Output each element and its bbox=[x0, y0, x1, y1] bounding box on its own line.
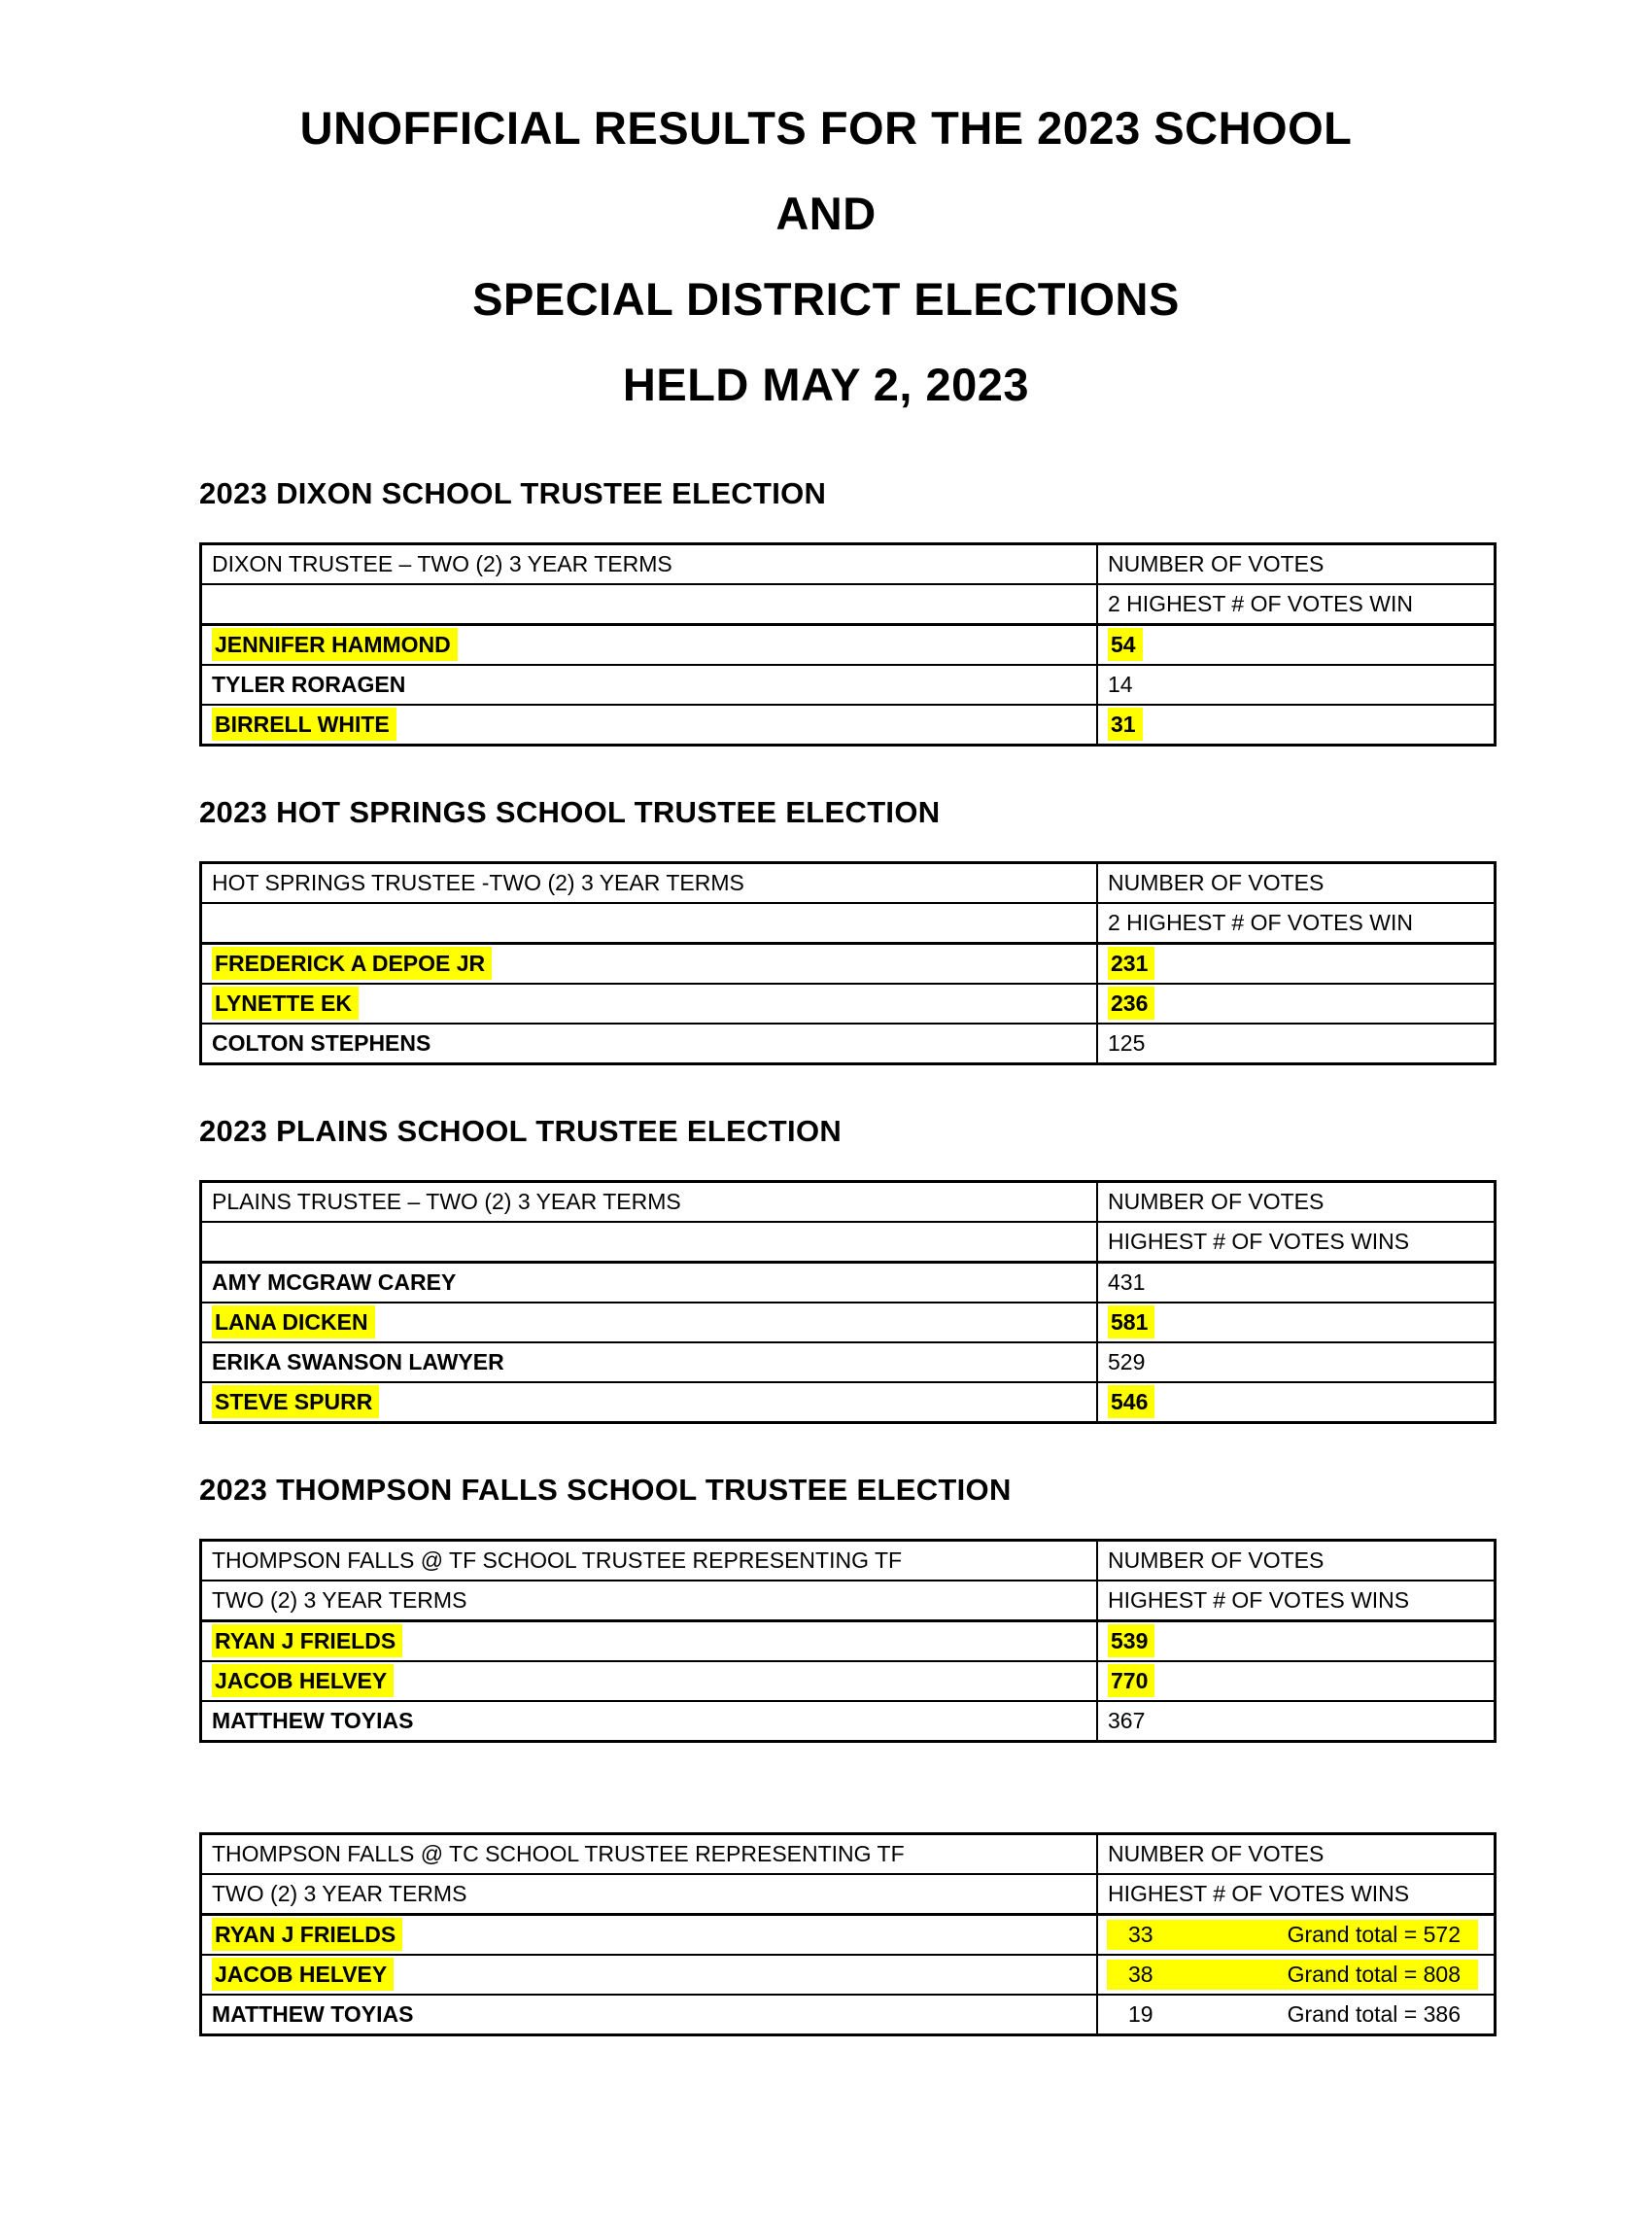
header-cell-contest bbox=[201, 1874, 1098, 1915]
document-page bbox=[0, 86, 1652, 2036]
table-header-row bbox=[201, 1581, 1496, 1621]
candidate-row bbox=[201, 1263, 1496, 1303]
votes-grand-total-group bbox=[1107, 1999, 1478, 2030]
votes-value: 581 bbox=[1108, 1305, 1154, 1338]
grand-total: Grand total = 808 bbox=[1287, 1962, 1461, 1987]
candidate-cell bbox=[201, 1701, 1098, 1742]
votes-value: 125 bbox=[1108, 1030, 1146, 1056]
candidate-row bbox=[201, 1024, 1496, 1064]
votes-cell bbox=[1097, 1701, 1496, 1742]
header-contest-label: TWO (2) 3 YEAR TERMS bbox=[212, 1587, 467, 1613]
results-table-body bbox=[201, 1182, 1496, 1423]
header-votes-label: NUMBER OF VOTES bbox=[1108, 1547, 1325, 1573]
results-table bbox=[199, 1180, 1497, 1424]
votes-grand-total-group bbox=[1107, 1960, 1478, 1990]
candidate-cell bbox=[201, 1263, 1098, 1303]
header-cell-votes bbox=[1097, 903, 1496, 944]
votes-value: 539 bbox=[1108, 1624, 1154, 1657]
header-cell-votes bbox=[1097, 584, 1496, 625]
candidate-row bbox=[201, 1661, 1496, 1701]
grand-total: Grand total = 572 bbox=[1287, 1922, 1461, 1947]
table-header-row bbox=[201, 863, 1496, 904]
candidate-name: JACOB HELVEY bbox=[212, 1664, 394, 1697]
votes-value: 770 bbox=[1108, 1664, 1154, 1697]
candidate-cell bbox=[201, 1915, 1098, 1956]
candidate-name: STEVE SPURR bbox=[212, 1385, 379, 1418]
header-votes-label: NUMBER OF VOTES bbox=[1108, 870, 1325, 895]
header-votes-label: NUMBER OF VOTES bbox=[1108, 551, 1325, 576]
header-cell-contest bbox=[201, 1834, 1098, 1875]
votes-value: 14 bbox=[1108, 672, 1133, 697]
candidate-name: FREDERICK A DEPOE JR bbox=[212, 947, 492, 980]
header-cell-votes bbox=[1097, 1541, 1496, 1581]
header-votes-label: HIGHEST # OF VOTES WINS bbox=[1108, 1229, 1410, 1254]
header-votes-label: HIGHEST # OF VOTES WINS bbox=[1108, 1587, 1410, 1613]
candidate-name: AMY MCGRAW CAREY bbox=[212, 1269, 457, 1295]
table-header-row bbox=[201, 1222, 1496, 1263]
votes-value: 54 bbox=[1108, 628, 1143, 661]
header-cell-votes bbox=[1097, 544, 1496, 585]
title-line-4: HELD MAY 2, 2023 bbox=[622, 359, 1030, 410]
candidate-row bbox=[201, 705, 1496, 746]
results-sections bbox=[199, 476, 1469, 2036]
results-table bbox=[199, 542, 1497, 747]
section-heading: 2023 HOT SPRINGS SCHOOL TRUSTEE ELECTION bbox=[199, 795, 941, 829]
header-cell-contest bbox=[201, 903, 1098, 944]
votes-value: 529 bbox=[1108, 1349, 1146, 1374]
header-votes-label: NUMBER OF VOTES bbox=[1108, 1841, 1325, 1866]
candidate-cell bbox=[201, 1661, 1098, 1701]
votes-grand-total-group bbox=[1107, 1920, 1478, 1950]
votes-cell bbox=[1097, 1621, 1496, 1662]
candidate-row bbox=[201, 1621, 1496, 1662]
results-table-body bbox=[201, 544, 1496, 746]
title-line-3: SPECIAL DISTRICT ELECTIONS bbox=[472, 273, 1180, 325]
votes-value: 19 bbox=[1128, 2001, 1153, 2027]
header-cell-contest bbox=[201, 1541, 1098, 1581]
candidate-cell bbox=[201, 1995, 1098, 2035]
table-header-row bbox=[201, 584, 1496, 625]
header-contest-label: DIXON TRUSTEE – TWO (2) 3 YEAR TERMS bbox=[212, 551, 672, 576]
title-line-2: AND bbox=[775, 188, 877, 239]
header-contest-label: TWO (2) 3 YEAR TERMS bbox=[212, 1881, 467, 1906]
candidate-row bbox=[201, 1303, 1496, 1342]
header-contest-label: THOMPSON FALLS @ TC SCHOOL TRUSTEE REPRESENTING TF bbox=[212, 1841, 905, 1866]
header-cell-contest bbox=[201, 584, 1098, 625]
votes-cell bbox=[1097, 625, 1496, 666]
table-header-row bbox=[201, 544, 1496, 585]
candidate-name: ERIKA SWANSON LAWYER bbox=[212, 1349, 504, 1374]
header-cell-votes bbox=[1097, 1581, 1496, 1621]
candidate-name: RYAN J FRIELDS bbox=[212, 1918, 402, 1951]
candidate-name: LANA DICKEN bbox=[212, 1305, 375, 1338]
candidate-row bbox=[201, 1915, 1496, 1956]
header-cell-contest bbox=[201, 544, 1098, 585]
votes-value: 231 bbox=[1108, 947, 1154, 980]
header-cell-contest bbox=[201, 1222, 1098, 1263]
candidate-name: JENNIFER HAMMOND bbox=[212, 628, 458, 661]
candidate-cell bbox=[201, 1621, 1098, 1662]
candidate-name: BIRRELL WHITE bbox=[212, 708, 396, 741]
candidate-cell bbox=[201, 625, 1098, 666]
candidate-cell bbox=[201, 1024, 1098, 1064]
header-cell-votes bbox=[1097, 1874, 1496, 1915]
document-title bbox=[0, 86, 1652, 428]
votes-cell bbox=[1097, 944, 1496, 985]
candidate-name: LYNETTE EK bbox=[212, 987, 359, 1020]
votes-cell bbox=[1097, 1342, 1496, 1382]
candidate-name: COLTON STEPHENS bbox=[212, 1030, 431, 1056]
candidate-row bbox=[201, 1955, 1496, 1995]
header-cell-votes bbox=[1097, 1222, 1496, 1263]
votes-cell bbox=[1097, 1382, 1496, 1423]
header-contest-label: HOT SPRINGS TRUSTEE -TWO (2) 3 YEAR TERMS bbox=[212, 870, 744, 895]
candidate-cell bbox=[201, 944, 1098, 985]
votes-cell bbox=[1097, 1661, 1496, 1701]
votes-value: 38 bbox=[1128, 1962, 1153, 1987]
table-header-row bbox=[201, 903, 1496, 944]
candidate-cell bbox=[201, 984, 1098, 1024]
candidate-row bbox=[201, 944, 1496, 985]
candidate-cell bbox=[201, 1955, 1098, 1995]
candidate-row bbox=[201, 984, 1496, 1024]
results-table bbox=[199, 1539, 1497, 1743]
header-votes-label: HIGHEST # OF VOTES WINS bbox=[1108, 1881, 1410, 1906]
results-table bbox=[199, 861, 1497, 1065]
header-cell-contest bbox=[201, 1581, 1098, 1621]
title-line-1: UNOFFICIAL RESULTS FOR THE 2023 SCHOOL bbox=[299, 102, 1353, 154]
candidate-name: MATTHEW TOYIAS bbox=[212, 2001, 414, 2027]
votes-cell bbox=[1097, 1263, 1496, 1303]
results-table-body bbox=[201, 863, 1496, 1064]
votes-cell bbox=[1097, 1024, 1496, 1064]
candidate-cell bbox=[201, 1342, 1098, 1382]
table-header-row bbox=[201, 1541, 1496, 1581]
results-table-body bbox=[201, 1834, 1496, 2035]
candidate-cell bbox=[201, 665, 1098, 705]
table-header-row bbox=[201, 1874, 1496, 1915]
table-header-row bbox=[201, 1182, 1496, 1223]
table-header-row bbox=[201, 1834, 1496, 1875]
votes-cell bbox=[1097, 1955, 1496, 1995]
votes-cell bbox=[1097, 1995, 1496, 2035]
votes-cell bbox=[1097, 984, 1496, 1024]
candidate-row bbox=[201, 1701, 1496, 1742]
votes-value: 33 bbox=[1128, 1922, 1153, 1947]
votes-value: 236 bbox=[1108, 987, 1154, 1020]
candidate-row bbox=[201, 665, 1496, 705]
votes-cell bbox=[1097, 705, 1496, 746]
votes-value: 367 bbox=[1108, 1708, 1146, 1733]
votes-cell bbox=[1097, 1303, 1496, 1342]
header-contest-label: THOMPSON FALLS @ TF SCHOOL TRUSTEE REPRESENTING TF bbox=[212, 1547, 903, 1573]
candidate-row bbox=[201, 1342, 1496, 1382]
results-table bbox=[199, 1832, 1497, 2036]
header-votes-label: 2 HIGHEST # OF VOTES WIN bbox=[1108, 591, 1413, 616]
candidate-name: JACOB HELVEY bbox=[212, 1958, 394, 1991]
header-contest-label: PLAINS TRUSTEE – TWO (2) 3 YEAR TERMS bbox=[212, 1189, 681, 1214]
section-heading: 2023 THOMPSON FALLS SCHOOL TRUSTEE ELECTION bbox=[199, 1473, 1012, 1507]
header-votes-label: NUMBER OF VOTES bbox=[1108, 1189, 1325, 1214]
votes-value: 31 bbox=[1108, 708, 1143, 741]
votes-cell bbox=[1097, 1915, 1496, 1956]
section-heading: 2023 DIXON SCHOOL TRUSTEE ELECTION bbox=[199, 476, 827, 510]
votes-value: 431 bbox=[1108, 1269, 1146, 1295]
candidate-name: MATTHEW TOYIAS bbox=[212, 1708, 414, 1733]
candidate-row bbox=[201, 1995, 1496, 2035]
grand-total: Grand total = 386 bbox=[1287, 2001, 1461, 2027]
votes-value: 546 bbox=[1108, 1385, 1154, 1418]
results-table-body bbox=[201, 1541, 1496, 1742]
section-heading: 2023 PLAINS SCHOOL TRUSTEE ELECTION bbox=[199, 1114, 843, 1148]
header-cell-contest bbox=[201, 1182, 1098, 1223]
candidate-cell bbox=[201, 705, 1098, 746]
candidate-name: RYAN J FRIELDS bbox=[212, 1624, 402, 1657]
votes-cell bbox=[1097, 665, 1496, 705]
candidate-row bbox=[201, 625, 1496, 666]
candidate-row bbox=[201, 1382, 1496, 1423]
candidate-cell bbox=[201, 1303, 1098, 1342]
candidate-name: TYLER RORAGEN bbox=[212, 672, 406, 697]
header-cell-votes bbox=[1097, 863, 1496, 904]
header-votes-label: 2 HIGHEST # OF VOTES WIN bbox=[1108, 910, 1413, 935]
candidate-cell bbox=[201, 1382, 1098, 1423]
header-cell-votes bbox=[1097, 1182, 1496, 1223]
header-cell-contest bbox=[201, 863, 1098, 904]
header-cell-votes bbox=[1097, 1834, 1496, 1875]
